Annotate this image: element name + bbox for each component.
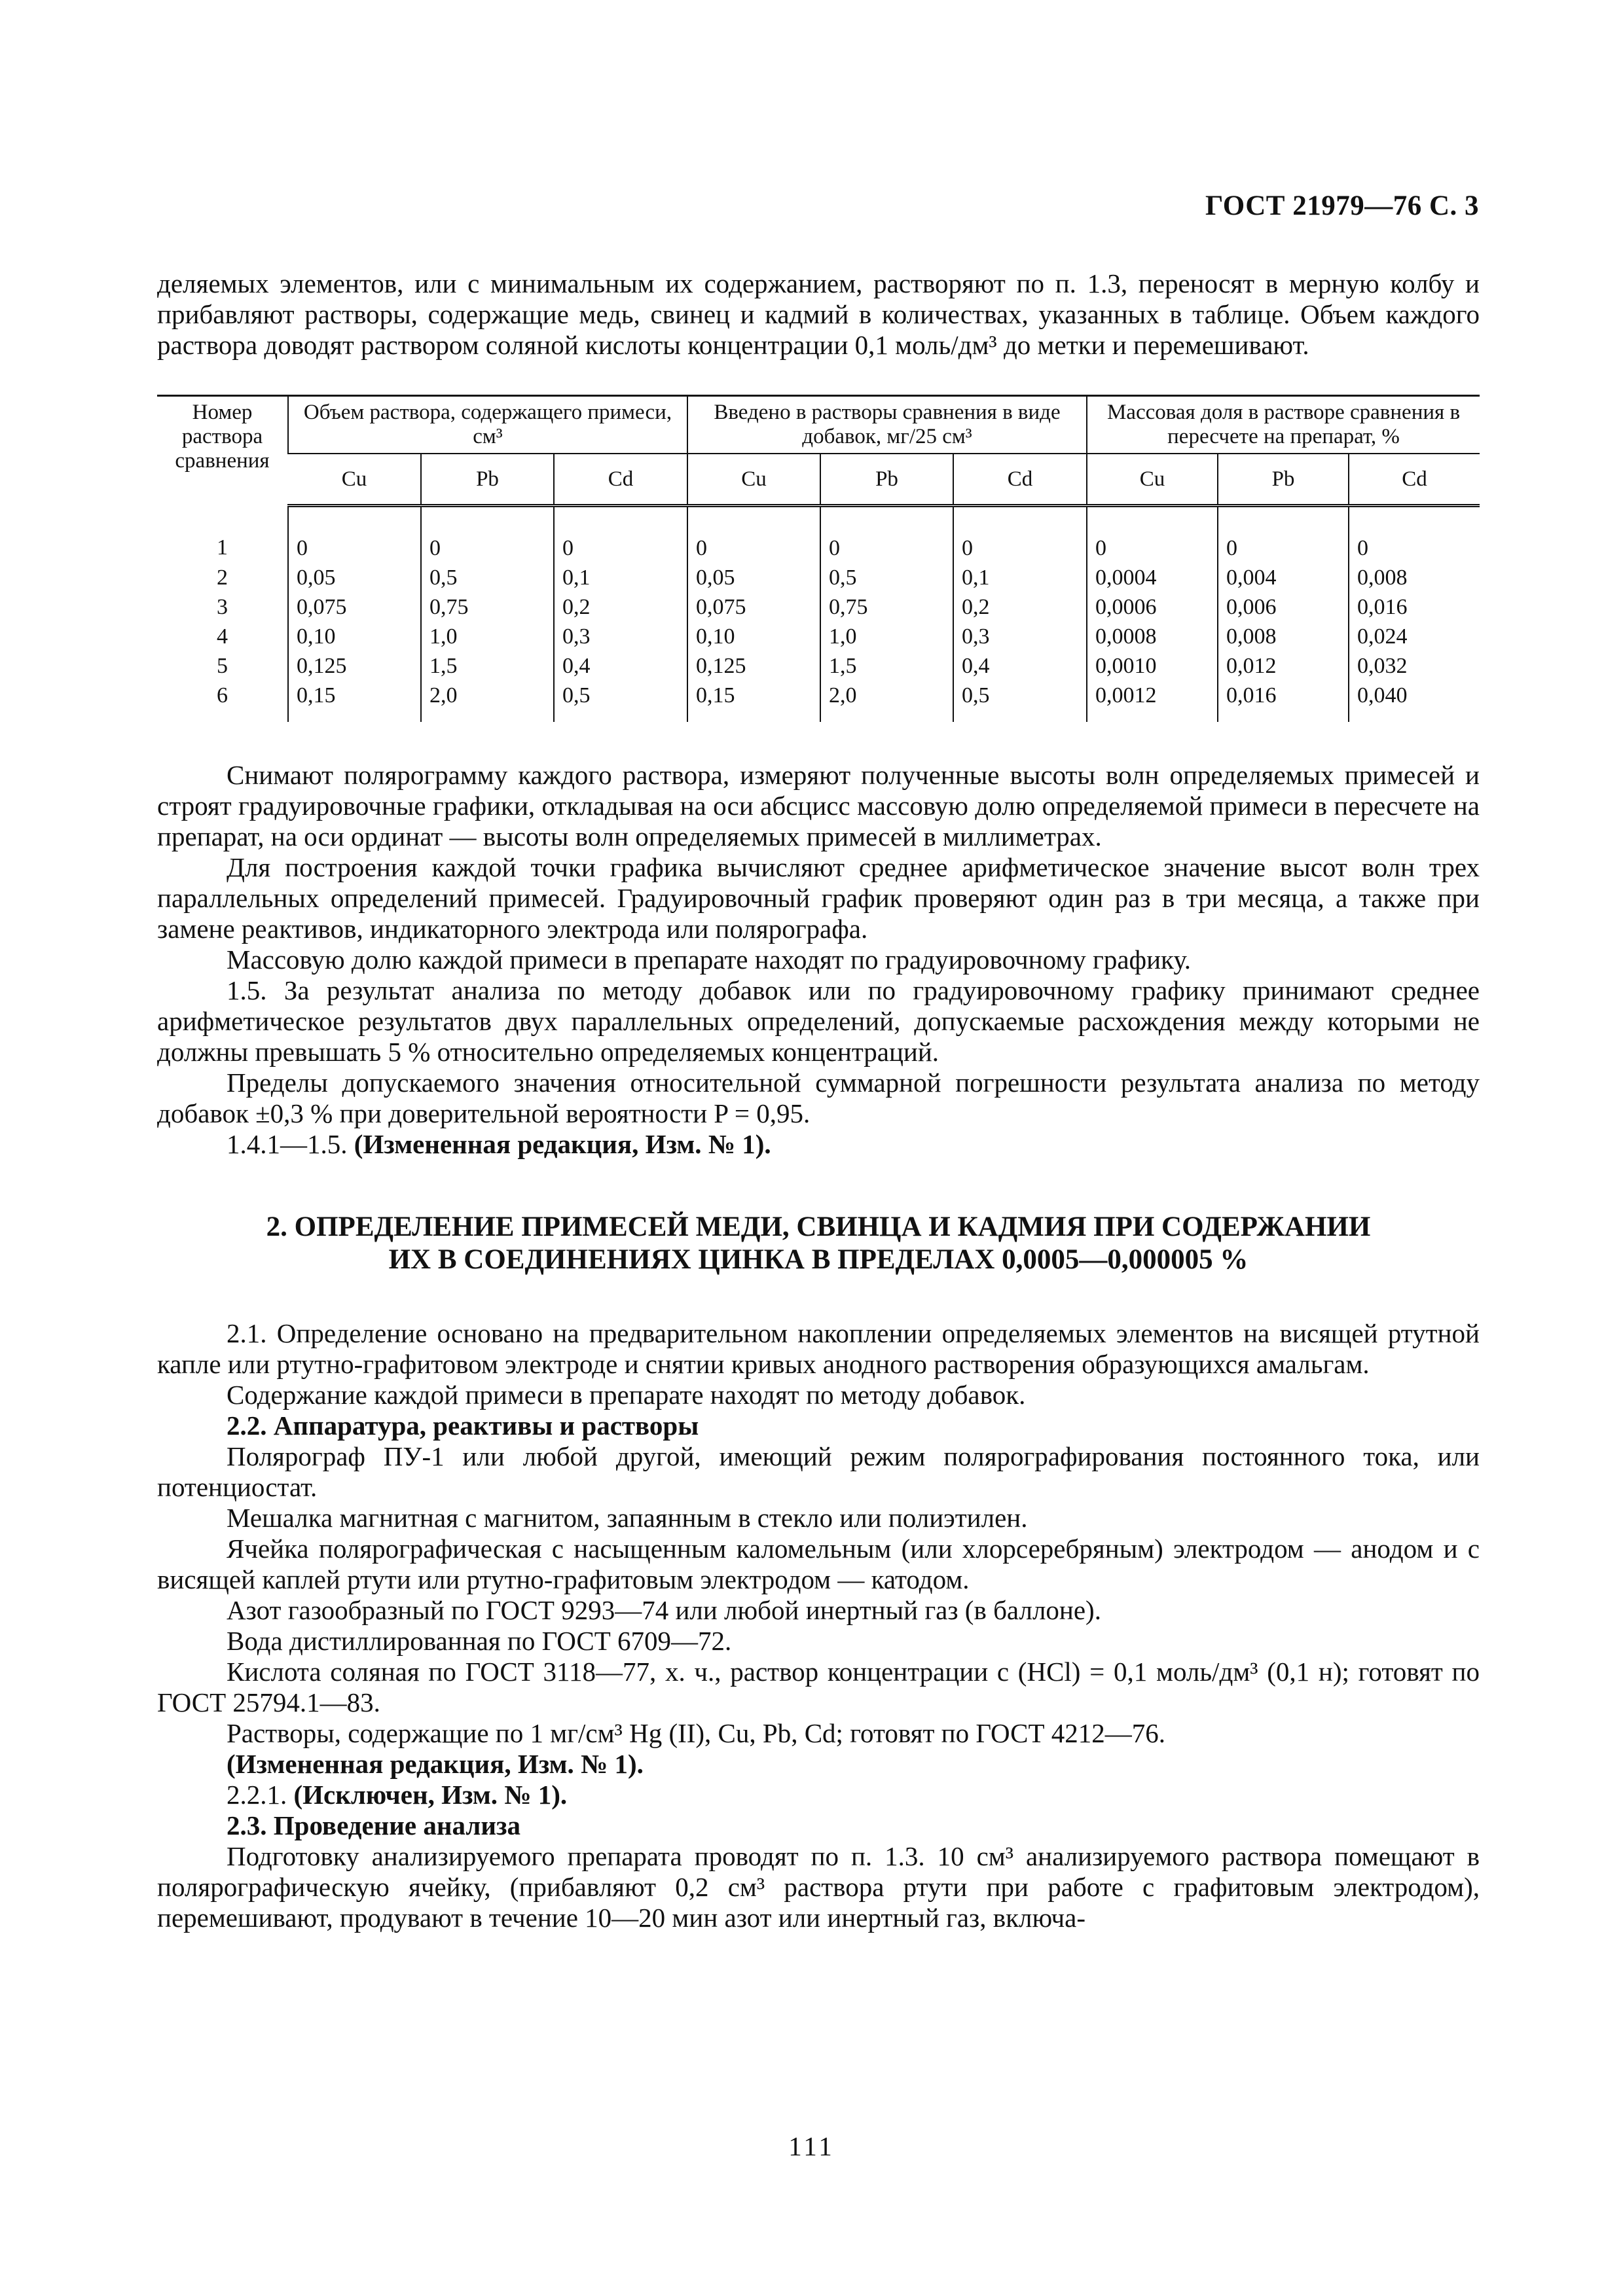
table-cell: 0 (820, 506, 953, 564)
table-cell: 0,1 (953, 563, 1087, 592)
table-cell: 0,5 (953, 681, 1087, 722)
table-cell: 0,012 (1218, 651, 1349, 681)
col-header-element: Cu (1087, 454, 1218, 506)
paragraph: Азот газообразный по ГОСТ 9293—74 или любой инертный газ (в баллоне). (227, 1595, 1101, 1625)
table-cell: 0,5 (421, 563, 554, 592)
amendment-note: (Измененная редакция, Изм. № 1). (227, 1749, 644, 1779)
table-row (157, 622, 1480, 651)
paragraph: Ячейка полярографическая с насыщенным каломельным (или хлорсеребряным) электродом — анодом и с висящей каплей ртути или ртутно-графитовым электродом — катодом. (157, 1534, 1480, 1594)
table-cell: 0,0004 (1087, 563, 1218, 592)
table-cell: 0,3 (554, 622, 687, 651)
paragraph: Массовую долю каждой примеси в препарате находят по градуировочному графику. (227, 944, 1192, 975)
paragraph: Вода дистиллированная по ГОСТ 6709—72. (227, 1626, 732, 1656)
paragraph: Растворы, содержащие по 1 мг/см³ Hg (II), Cu, Pb, Cd; готовят по ГОСТ 4212—76. (227, 1718, 1166, 1748)
col-header-element: Cd (554, 454, 687, 506)
table-row (157, 563, 1480, 592)
table-cell: 0,3 (953, 622, 1087, 651)
amendment-note: (Измененная редакция, Изм. № 1). (354, 1129, 771, 1159)
table-cell: 0,075 (288, 592, 421, 622)
table-cell: 0,15 (288, 681, 421, 722)
col-header-element: Pb (421, 454, 554, 506)
paragraph: Полярограф ПУ-1 или любой другой, имеющий режим полярографирования постоянного тока, или потенциостат. (157, 1441, 1480, 1502)
table-cell: 0 (1087, 506, 1218, 564)
table-cell: 0,10 (687, 622, 820, 651)
table-cell: 0,75 (820, 592, 953, 622)
col-group-added-header: Введено в растворы сравнения в виде добавок, мг/25 см³ (687, 396, 1087, 454)
paragraph: Мешалка магнитная с магнитом, запаянным в стекло или полиэтилен. (227, 1503, 1028, 1533)
section-2-title-line: ИХ В СОЕДИНЕНИЯХ ЦИНКА В ПРЕДЕЛАХ 0,0005—0,000005 % (388, 1244, 1249, 1275)
table-cell: 0,05 (288, 563, 421, 592)
col-solution-number-header: Номер раствора сравнения (157, 396, 288, 506)
table-row (157, 592, 1480, 622)
subsection-title: 2.3. Проведение анализа (227, 1810, 520, 1840)
table-cell: 0,1 (554, 563, 687, 592)
row-number-cell: 2 (217, 565, 228, 590)
table-cell: 0,032 (1349, 651, 1480, 681)
table-body (157, 506, 1480, 723)
table-cell: 1,0 (421, 622, 554, 651)
table-cell: 0 (554, 506, 687, 564)
table-cell: 0,75 (421, 592, 554, 622)
paragraph: 2.1. Определение основано на предварительном накоплении определяемых элементов на висящей ртутной капле или ртутно-графитовом электроде и снятии кривых анодного растворения образующихся амальгам. (157, 1318, 1480, 1379)
table-cell: 1,0 (820, 622, 953, 651)
table-cell: 0,4 (554, 651, 687, 681)
row-number-cell: 5 (217, 654, 228, 678)
table-cell: 0,008 (1218, 622, 1349, 651)
paragraph (157, 1129, 1480, 1160)
paragraph: 1.5. За результат анализа по методу добавок или по градуировочному графику принимают среднее арифметическое результатов двух параллельных определений, допускаемые расхождения между которыми не должны превышать 5 % относительно определяемых концентраций. (157, 975, 1480, 1067)
paragraph: Для построения каждой точки графика вычисляют среднее арифметическое значение высот волн трех параллельных определений примесей. Градуировочный график проверяют один раз в три месяца, а также при замене реактивов, индикаторного электрода или полярографа. (157, 852, 1480, 944)
table-row (157, 651, 1480, 681)
table-cell: 0,006 (1218, 592, 1349, 622)
intro-paragraph: деляемых элементов, или с минимальным их содержанием, растворяют по п. 1.3, переносят в мерную колбу и прибавляют растворы, содержащие медь, свинец и кадмий в количествах, указанных в таблице. Объем каждого раствора доводят раствором соляной кислоты концентрации 0,1 моль/дм³ до метки и перемешивают. (157, 268, 1480, 360)
table-cell: 0 (1349, 506, 1480, 564)
row-number-cell: 6 (217, 683, 228, 708)
table-row (157, 681, 1480, 722)
paragraph: Снимают полярограмму каждого раствора, измеряют полученные высоты волн определяемых примесей и строят градуировочные графики, откладывая на оси абсцисс массовую долю определяемой примеси в пересчете на препарат, на оси ординат — высоты волн определяемых примесей в миллиметрах. (157, 760, 1480, 852)
paragraph: Кислота соляная по ГОСТ 3118—77, х. ч., раствор концентрации c (HCl) = 0,1 моль/дм³ (0,1 н); готовят по ГОСТ 25794.1—83. (157, 1657, 1480, 1717)
table-cell: 0 (288, 506, 421, 564)
table-cell: 1,5 (820, 651, 953, 681)
col-group-mass-fraction-header: Массовая доля в растворе сравнения в пересчете на препарат, % (1087, 396, 1480, 454)
table-cell: 0 (687, 506, 820, 564)
table-cell: 0,15 (687, 681, 820, 722)
paragraph: Пределы допускаемого значения относительной суммарной погрешности результата анализа по методу добавок ±0,3 % при доверительной вероятности P = 0,95. (157, 1067, 1480, 1128)
table-cell: 2,0 (820, 681, 953, 722)
table-cell: 0,0008 (1087, 622, 1218, 651)
table-cell: 0,008 (1349, 563, 1480, 592)
table-cell: 0,024 (1349, 622, 1480, 651)
table-cell: 0,075 (687, 592, 820, 622)
table-cell: 0,0006 (1087, 592, 1218, 622)
section-2-title-line: 2. ОПРЕДЕЛЕНИЕ ПРИМЕСЕЙ МЕДИ, СВИНЦА И КАДМИЯ ПРИ СОДЕРЖАНИИ (266, 1211, 1371, 1242)
table-cell: 0,10 (288, 622, 421, 651)
col-header-element: Cu (288, 454, 421, 506)
table-cell: 0,004 (1218, 563, 1349, 592)
col-header-element: Pb (820, 454, 953, 506)
table-cell: 0,4 (953, 651, 1087, 681)
table-cell: 1,5 (421, 651, 554, 681)
row-number-cell: 4 (217, 624, 228, 649)
document-header: ГОСТ 21979—76 С. 3 (1205, 190, 1479, 221)
col-group-volume-header: Объем раствора, содержащего примеси, см³ (288, 396, 687, 454)
table-cell: 2,0 (421, 681, 554, 722)
page-body (157, 183, 1480, 1933)
table-cell: 0,0010 (1087, 651, 1218, 681)
table-cell: 0,016 (1349, 592, 1480, 622)
col-header-element: Cu (687, 454, 820, 506)
table-cell: 0,040 (1349, 681, 1480, 722)
col-header-element: Cd (1349, 454, 1480, 506)
section-2-title (157, 1211, 1480, 1276)
comparison-solutions-table (157, 395, 1480, 722)
amendment-ref: 1.4.1—1.5. (227, 1129, 354, 1159)
table-cell: 0,016 (1218, 681, 1349, 722)
table-cell: 0,125 (288, 651, 421, 681)
col-header-element: Pb (1218, 454, 1349, 506)
page-number: 111 (788, 2131, 835, 2161)
row-number-cell: 1 (217, 535, 228, 560)
table-row (157, 506, 1480, 564)
table-cell: 0 (421, 506, 554, 564)
table-cell: 0 (1218, 506, 1349, 564)
clause-ref: 2.2.1. (227, 1780, 294, 1810)
table-cell: 0,5 (554, 681, 687, 722)
table-cell: 0,5 (820, 563, 953, 592)
table-cell: 0,0012 (1087, 681, 1218, 722)
table-cell: 0,2 (953, 592, 1087, 622)
subsection-title: 2.2. Аппаратура, реактивы и растворы (227, 1410, 699, 1441)
row-number-cell: 3 (217, 595, 228, 619)
col-header-element: Cd (953, 454, 1087, 506)
table-cell: 0,2 (554, 592, 687, 622)
table-cell: 0,125 (687, 651, 820, 681)
excluded-note: (Исключен, Изм. № 1). (293, 1780, 568, 1810)
table-cell: 0 (953, 506, 1087, 564)
paragraph (157, 1780, 1480, 1810)
table-cell: 0,05 (687, 563, 820, 592)
paragraph: Подготовку анализируемого препарата проводят по п. 1.3. 10 см³ анализируемого раствора помещают в полярографическую ячейку, (прибавляют 0,2 см³ раствора ртути при работе с графитовым электродом), перемешивают, продувают в течение 10—20 мин азот или инертный газ, включа- (157, 1841, 1480, 1933)
paragraph: Содержание каждой примеси в препарате находят по методу добавок. (227, 1380, 1026, 1410)
